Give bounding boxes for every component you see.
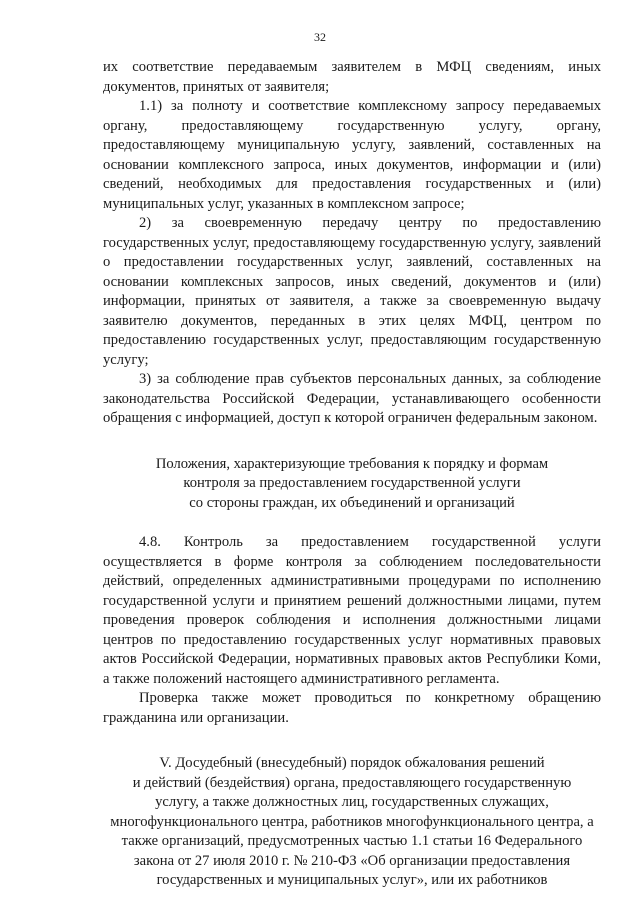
paragraph-item-3: 3) за соблюдение прав субъектов персональных данных, за соблюдение законодательства Российской Федерации, устанавливающего особенности обращения с информацией, доступ к которой ограничен федеральным законом. (103, 371, 601, 426)
section-heading-appeal (103, 754, 601, 891)
heading-line: также организаций, предусмотренных частью 1.1 статьи 16 Федерального (121, 833, 583, 849)
paragraph-item-2: 2) за своевременную передачу центру по предоставлению государственных услуг, предоставляющему государственную услугу, заявлений о предоставлении государственных услуг, заявлений, составленных на основании комплексных запросов, иных сведений, документов и (или) информации, принятых от заявителя, а также за своевременную выдачу заявителю документов, переданных в этих целях МФЦ, центром по предоставлению государственных услуг, предоставляющим государственную услугу; (103, 215, 601, 368)
heading-line: и действий (бездействия) органа, предоставляющего государственную (132, 774, 572, 791)
paragraph-item-1-1: 1.1) за полноту и соответствие комплексному запросу передаваемых органу, предоставляющему государственную услугу, органу, предоставляющему муниципальную услугу, заявлений, составленных на основании комплексного запроса, иных документов, информации и (или) сведений, необходимых для предоставления государственных и (или) муниципальных услуг, указанных в комплексном запросе; (103, 98, 601, 212)
paragraph-4-8: 4.8. Контроль за предоставлением государственной услуги осуществляется в форме контроля за соблюдением последовательности действий, определенных административными процедурами по исполнению государственной услуги и принятием решений должностными лицами, путем проведения проверок соблюдения и исполнения должностными лицами центров по предоставлению государственных услуг нормативных правовых актов Российской Федерации, нормативных правовых актов Республики Коми, а также положений настоящего административного регламента. (103, 534, 601, 687)
paragraph-check: Проверка также может проводиться по конкретному обращению гражданина или организации. (103, 690, 601, 726)
heading-line: закона от 27 июля 2010 г. № 210-ФЗ «Об организации предоставления (133, 852, 571, 869)
document-body (103, 58, 601, 911)
heading-line: услугу, а также должностных лиц, государственных служащих, (155, 794, 549, 810)
heading-line: контроля за предоставлением государственной услуги (183, 475, 521, 491)
heading-line: V. Досудебный (внесудебный) порядок обжалования решений (159, 755, 545, 771)
paragraph-continuation: их соответствие передаваемым заявителем в МФЦ сведениям, иных документов, принятых от заявителя; (103, 59, 601, 95)
page-number: 32 (314, 30, 326, 44)
heading-line: Положения, характеризующие требования к порядку и формам (155, 455, 549, 472)
heading-line: многофункционального центра, работников многофункционального центра, а (110, 813, 594, 830)
heading-line: государственных и муниципальных услуг», или их работников (156, 872, 548, 888)
heading-line: со стороны граждан, их объединений и организаций (189, 494, 515, 511)
section-heading-control (103, 455, 601, 514)
